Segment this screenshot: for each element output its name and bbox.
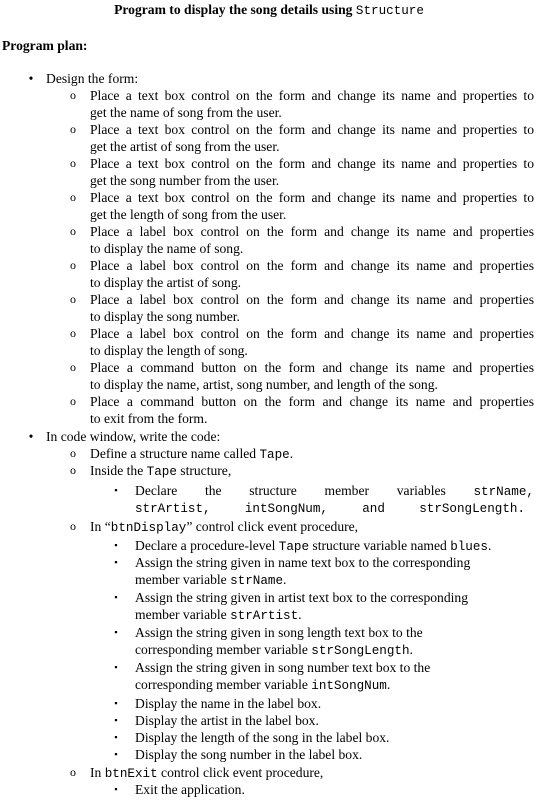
list-item-text-line: Place a text box control on the form and change its name and properties to	[90, 156, 534, 171]
circle-bullet-icon: o	[70, 463, 76, 477]
list-item-text-line: to display the length of song.	[90, 343, 248, 358]
code-text: strArtist,	[135, 502, 211, 516]
list-item-label: Design the form:	[46, 71, 139, 86]
code-text: blues	[450, 540, 488, 554]
list-item-text-line: to display the name of song.	[90, 241, 244, 256]
list-item-text-line: get the length of song from the user.	[90, 207, 287, 222]
section-heading: Program plan:	[2, 38, 88, 53]
circle-bullet-icon: o	[70, 360, 76, 374]
list-item-text-line: Place a text box control on the form and change its name and properties to	[90, 122, 534, 137]
square-bullet-icon: ▪	[114, 485, 118, 495]
list-item-text-line: Place a text box control on the form and change its name and properties to	[90, 190, 534, 205]
page-title: Program to display the song details using Structure	[114, 2, 424, 18]
circle-bullet-icon: o	[70, 156, 76, 170]
list-item-text-line: Place a command button on the form and change its name and properties	[90, 394, 534, 409]
list-item-text-line: to display the artist of song.	[90, 275, 242, 290]
code-text: btnExit	[104, 767, 158, 781]
code-text: Tape	[146, 465, 177, 479]
square-bullet-icon: ▪	[114, 627, 118, 637]
code-text: strName,	[473, 485, 534, 499]
square-bullet-icon: ▪	[114, 557, 118, 567]
circle-bullet-icon: o	[70, 446, 76, 460]
list-item-text-line: get the artist of song from the user.	[90, 139, 280, 154]
list-item-text-line: Place a command button on the form and change its name and properties	[90, 360, 534, 375]
circle-bullet-icon: o	[70, 224, 76, 238]
list-item-text-line: Place a label box control on the form and change its name and properties	[90, 258, 534, 273]
square-bullet-icon: ▪	[114, 784, 118, 794]
square-bullet-icon: ▪	[114, 540, 118, 550]
title-code: Structure	[355, 4, 424, 18]
code-text: strSongLength	[311, 644, 410, 658]
code-text: Tape	[278, 540, 310, 554]
list-item-text-line: to display the song number.	[90, 309, 240, 324]
circle-bullet-icon: o	[70, 292, 76, 306]
code-text: intSongNum	[311, 679, 387, 693]
list-item-text-line: get the song number from the user.	[90, 173, 280, 188]
circle-bullet-icon: o	[70, 122, 76, 136]
circle-bullet-icon: o	[70, 190, 76, 204]
list-item-text-line: Place a label box control on the form and change its name and properties	[90, 326, 534, 341]
square-bullet-icon: ▪	[114, 715, 118, 725]
circle-bullet-icon: o	[70, 519, 76, 533]
code-text: intSongNum,	[244, 502, 328, 516]
square-bullet-icon: ▪	[114, 698, 118, 708]
list-item-text-line: Place a label box control on the form and change its name and properties	[90, 292, 534, 307]
code-text: strArtist	[230, 609, 299, 623]
list-item-text-line: Place a label box control on the form and change its name and properties	[90, 224, 534, 239]
square-bullet-icon: ▪	[114, 592, 118, 602]
square-bullet-icon: ▪	[114, 662, 118, 672]
square-bullet-icon: ▪	[114, 749, 118, 759]
code-text: strSongLength.	[419, 502, 526, 516]
bullet-icon: •	[28, 429, 34, 444]
code-text: btnDisplay	[110, 521, 187, 535]
circle-bullet-icon: o	[70, 326, 76, 340]
bullet-icon: •	[28, 71, 34, 86]
list-item-text-line: Place a text box control on the form and change its name and properties to	[90, 88, 534, 103]
list-item-text-line: to exit from the form.	[90, 411, 208, 426]
square-bullet-icon: ▪	[114, 732, 118, 742]
circle-bullet-icon: o	[70, 258, 76, 272]
code-text: strName	[230, 574, 284, 588]
list-item-text-line: to display the name, artist, song number, and length of the song.	[90, 377, 438, 392]
code-text: Tape	[259, 448, 290, 462]
list-item-label: In code window, write the code:	[46, 429, 221, 444]
list-item-text-line: get the name of song from the user.	[90, 105, 282, 120]
circle-bullet-icon: o	[70, 88, 76, 102]
circle-bullet-icon: o	[70, 765, 76, 779]
circle-bullet-icon: o	[70, 394, 76, 408]
